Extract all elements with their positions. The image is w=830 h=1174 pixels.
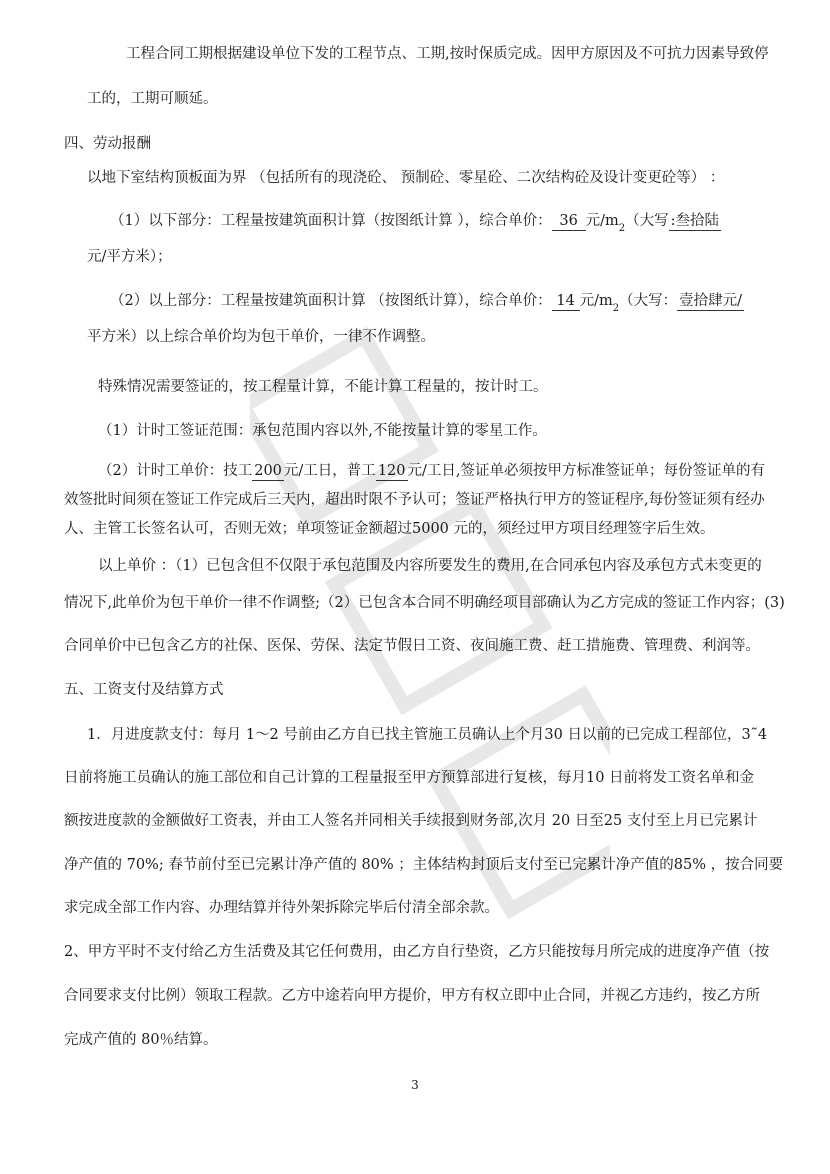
text-segment: 元/工日,签证单必须按甲方标准签证单；每份签证单的有	[407, 463, 765, 479]
text-line: 人、主管工长签名认可，否则无效；单项签证金额超过5000 元的，须经过甲方项目经理签字后生效。	[64, 521, 715, 537]
text-segment: （大写：	[619, 293, 678, 309]
general-wage: 120	[377, 463, 406, 479]
text-segment: 元/工日，普工	[283, 463, 376, 479]
unit-price-below: 36	[552, 212, 586, 231]
section-heading: 四、劳动报酬	[64, 136, 151, 152]
superscript-2: 2	[612, 303, 620, 314]
text-line: 平方米）以上综合单价均为包干单价，一律不作调整。	[87, 329, 435, 345]
text-line: 以地下室结构顶板面为界 （包括所有的现浇砼、 预制砼、零星砼、二次结构砼及设计变更砼等） ：	[87, 170, 725, 186]
section-heading: 五、工资支付及结算方式	[64, 682, 224, 698]
text-segment: 元/m	[579, 293, 613, 309]
unit-price-above: 14	[552, 292, 580, 311]
text-line: 合同要求支付比例）领取工程款。乙方中途若向甲方提价，甲方有权立即中止合同，并视乙方违约，按乙方所	[64, 988, 760, 1004]
skilled-wage: 200	[254, 463, 282, 479]
price-upper-case-below: :叁拾陆	[670, 213, 719, 229]
text-line: 合同单价中已包含乙方的社保、医保、劳保、法定节假日工资、夜间施工费、赶工措施费、管理费、利润等。	[64, 638, 760, 654]
text-line: （1）计时工签证范围：承包范围内容以外,不能按量计算的零星工作。	[98, 423, 547, 439]
text-line: 额按进度款的金额做好工资表，并由工人签名并同相关手续报到财务部,次月 20 日至25 支付至上月已完累计	[64, 813, 758, 829]
superscript-2: 2	[618, 223, 626, 234]
text-line: 元/平方米）；	[87, 249, 172, 265]
text-line: 以上单价 ：（1）已包含但不仅限于承包范围及内容所要发生的费用,在合同承包内容及承包方式未变更的	[98, 558, 762, 574]
text-line: 净产值的 70%; 春节前付至已完累计净产值的 80% ；主体结构封顶后支付至已完累计净产值的85% ，按合同要	[64, 857, 784, 873]
text-line: 1．月进度款支付：每月 1～2 号前由乙方自已找主管施工员确认上个月30 日以前的已完成工程部位，3˜4	[87, 727, 768, 743]
text-line: 特殊情况需要签证的，按工程量计算，不能计算工程量的，按计时工。	[98, 379, 548, 395]
text-line: 求完成全部工作内容、办理结算并待外架拆除完毕后付清全部余款。	[64, 900, 499, 916]
text-line: 完成产值的 80％结算。	[64, 1032, 218, 1048]
text-segment: （2）计时工单价：技工	[98, 463, 253, 479]
text-segment: （大写	[625, 213, 669, 229]
text-line: 工的，工期可顺延。	[87, 91, 218, 107]
text-segment: （2）以上部分：工程量按建筑面积计算 （按图纸计算），综合单价：	[110, 293, 552, 309]
text-line: 日前将施工员确认的施工部位和自己计算的工程量报至甲方预算部进行复核，每月10 日前将发工资名单和金	[64, 770, 755, 786]
text-line: 效签批时间须在签证工作完成后三天内，超出时限不予认可；签证严格执行甲方的签证程序,每份签证须有经办	[64, 492, 765, 508]
text-line	[110, 211, 721, 233]
text-line	[98, 461, 765, 481]
text-line	[110, 291, 744, 313]
page-number: 3	[411, 1078, 419, 1092]
price-upper-case-above: 壹拾肆元/	[679, 293, 742, 309]
text-segment: 元/m	[585, 213, 619, 229]
text-line: 情况下,此单价为包干单价一律不作调整;（2）已包含本合同不明确经项目部确认为乙方完成的签证工作内容；(3)	[64, 595, 785, 611]
text-line: 工程合同工期根据建设单位下发的工程节点、工期,按时保质完成。因甲方原因及不可抗力因素导致停	[126, 46, 769, 62]
text-line: 2、甲方平时不支付给乙方生活费及其它任何费用，由乙方自行垫资，乙方只能按每月所完成的进度净产值（按	[64, 944, 770, 960]
text-segment: （1）以下部分：工程量按建筑面积计算（按图纸计算 ），综合单价：	[110, 213, 552, 229]
